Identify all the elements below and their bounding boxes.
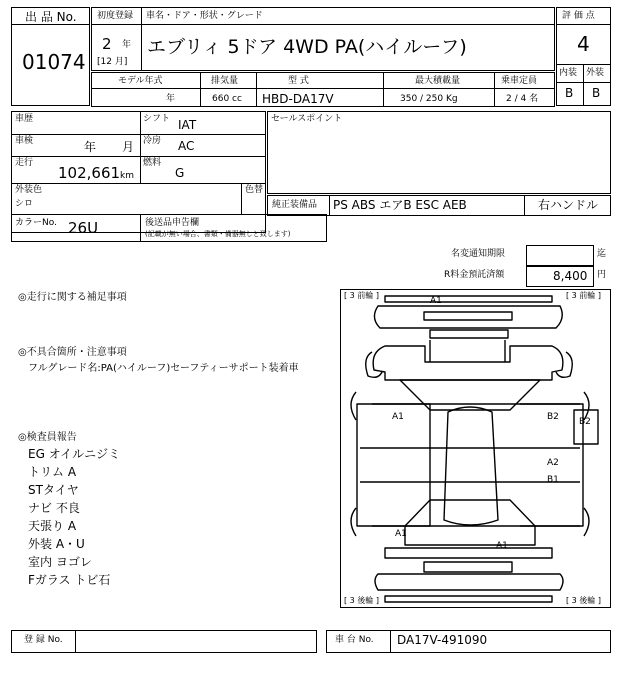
aircon-label: 冷房	[143, 136, 162, 146]
damage-mark: B2	[579, 417, 591, 427]
color-no-label: カラーNo.	[15, 218, 57, 228]
corner-label-fl: [ 3 前輪 ]	[344, 291, 379, 300]
shift-label: シフト	[143, 114, 171, 124]
inspector-item: トリム A	[28, 465, 77, 479]
color-no-value: 26U	[68, 219, 99, 237]
ext-color-label: 外装色	[15, 185, 43, 195]
mileage-label: 走行	[15, 158, 34, 168]
equipment-value: PS ABS エアB ESC AEB	[333, 198, 467, 212]
sales-point-label: セールスポイント	[271, 114, 343, 124]
chassis-value: DA17V-491090	[397, 633, 488, 647]
handle-value: 右ハンドル	[538, 198, 599, 212]
inspector-item: Fガラス トビ石	[28, 573, 111, 587]
roof-panel	[444, 407, 498, 525]
inspector-item: STタイヤ	[28, 483, 79, 497]
fuel-value: G	[175, 166, 185, 180]
ext-color-value: シロ	[15, 199, 34, 209]
score-label: 評 価 点	[562, 11, 595, 21]
recycle-unit: 円	[597, 270, 607, 280]
driving-title: ◎走行に関する補足事項	[18, 292, 127, 303]
car-title-label: 車名・ドア・形状・グレード	[146, 11, 263, 21]
lot-label: 出 品 No.	[25, 10, 77, 24]
damage-mark: A1	[430, 296, 442, 306]
load-value: 350 / 250 Kg	[400, 94, 458, 104]
equipment-label: 純正装備品	[272, 200, 318, 210]
year-unit: 年	[122, 40, 132, 50]
repaint-label: 色替	[245, 185, 264, 195]
exterior-grade: B	[592, 86, 601, 100]
lot-number: 01074	[22, 50, 86, 74]
inspector-item: 外装 A・U	[28, 537, 85, 551]
model-year-label: モデル年式	[118, 76, 163, 86]
car-title: エブリィ 5ドア 4WD PA(ハイルーフ)	[147, 36, 467, 58]
rear-bumper	[375, 574, 563, 590]
recycle-label: R料金預託済額	[444, 270, 505, 280]
damage-mark: B1	[547, 475, 559, 485]
first-reg-label: 初度登録	[97, 11, 134, 21]
damage-mark: A2	[547, 458, 559, 468]
displacement-label: 排気量	[211, 76, 239, 86]
recycle-value: 8,400	[553, 269, 588, 283]
inspector-item: 室内 ヨゴレ	[28, 555, 92, 569]
exterior-label: 外装	[586, 68, 605, 78]
aftermarket-label: 後送品申告欄	[145, 218, 200, 228]
defect-text: フルグレード名:PA(ハイルーフ)セーフティーサポート装着車	[28, 363, 299, 374]
damage-mark: A1	[395, 529, 407, 539]
defect-title: ◎不具合箇所・注意事項	[18, 347, 127, 358]
front-bumper-top	[385, 296, 552, 302]
shift-value: IAT	[178, 118, 197, 132]
chassis-label: 車 台 No.	[335, 635, 374, 645]
aftermarket-note: (記載が無い場合、書類・備器無しと致します)	[145, 230, 291, 238]
front-bumper	[374, 306, 562, 328]
rear-bumper-plate	[424, 562, 512, 572]
history-label: 車歴	[15, 114, 34, 124]
load-label: 最大積載量	[415, 76, 461, 86]
damage-mark: A1	[392, 412, 404, 422]
name-change-label: 名変通知期限	[451, 249, 506, 259]
corner-label-fr: [ 3 前輪 ]	[566, 291, 601, 300]
damage-mark: A1	[496, 541, 508, 551]
inspection-label: 車検	[15, 136, 34, 146]
model-value: HBD-DA17V	[262, 92, 334, 106]
inspector-title: ◎検査員報告	[18, 432, 77, 443]
interior-grade: B	[565, 86, 574, 100]
mileage-unit: km	[120, 171, 134, 181]
inspection-year: 年	[84, 140, 97, 154]
corner-label-rr: [ 3 後輪 ]	[566, 596, 601, 605]
mileage-value: 102,661	[58, 164, 121, 182]
fuel-label: 燃料	[143, 158, 162, 168]
inspector-item: EG オイルニジミ	[28, 447, 121, 461]
first-reg-year: 2	[102, 35, 112, 53]
inspector-item: 天張り A	[28, 519, 77, 533]
corner-label-rl: [ 3 後輪 ]	[344, 596, 379, 605]
name-change-unit: 迄	[597, 249, 607, 259]
capacity-value: 2 / 4 名	[506, 94, 539, 104]
damage-mark: B2	[547, 412, 559, 422]
displacement-value: 660 cc	[212, 94, 242, 104]
reg-no-label: 登 録 No.	[24, 635, 63, 645]
interior-label: 内装	[559, 68, 578, 78]
score-value: 4	[577, 32, 590, 56]
inspector-item: ナビ 不良	[28, 501, 80, 515]
capacity-label: 乗車定員	[501, 76, 538, 86]
model-label: 型 式	[288, 76, 309, 86]
first-reg-month: [12 月]	[97, 57, 128, 67]
inspection-month: 月	[122, 140, 135, 154]
model-year-value: 年	[166, 94, 176, 104]
aircon-value: AC	[178, 139, 195, 153]
front-grille	[424, 312, 512, 320]
